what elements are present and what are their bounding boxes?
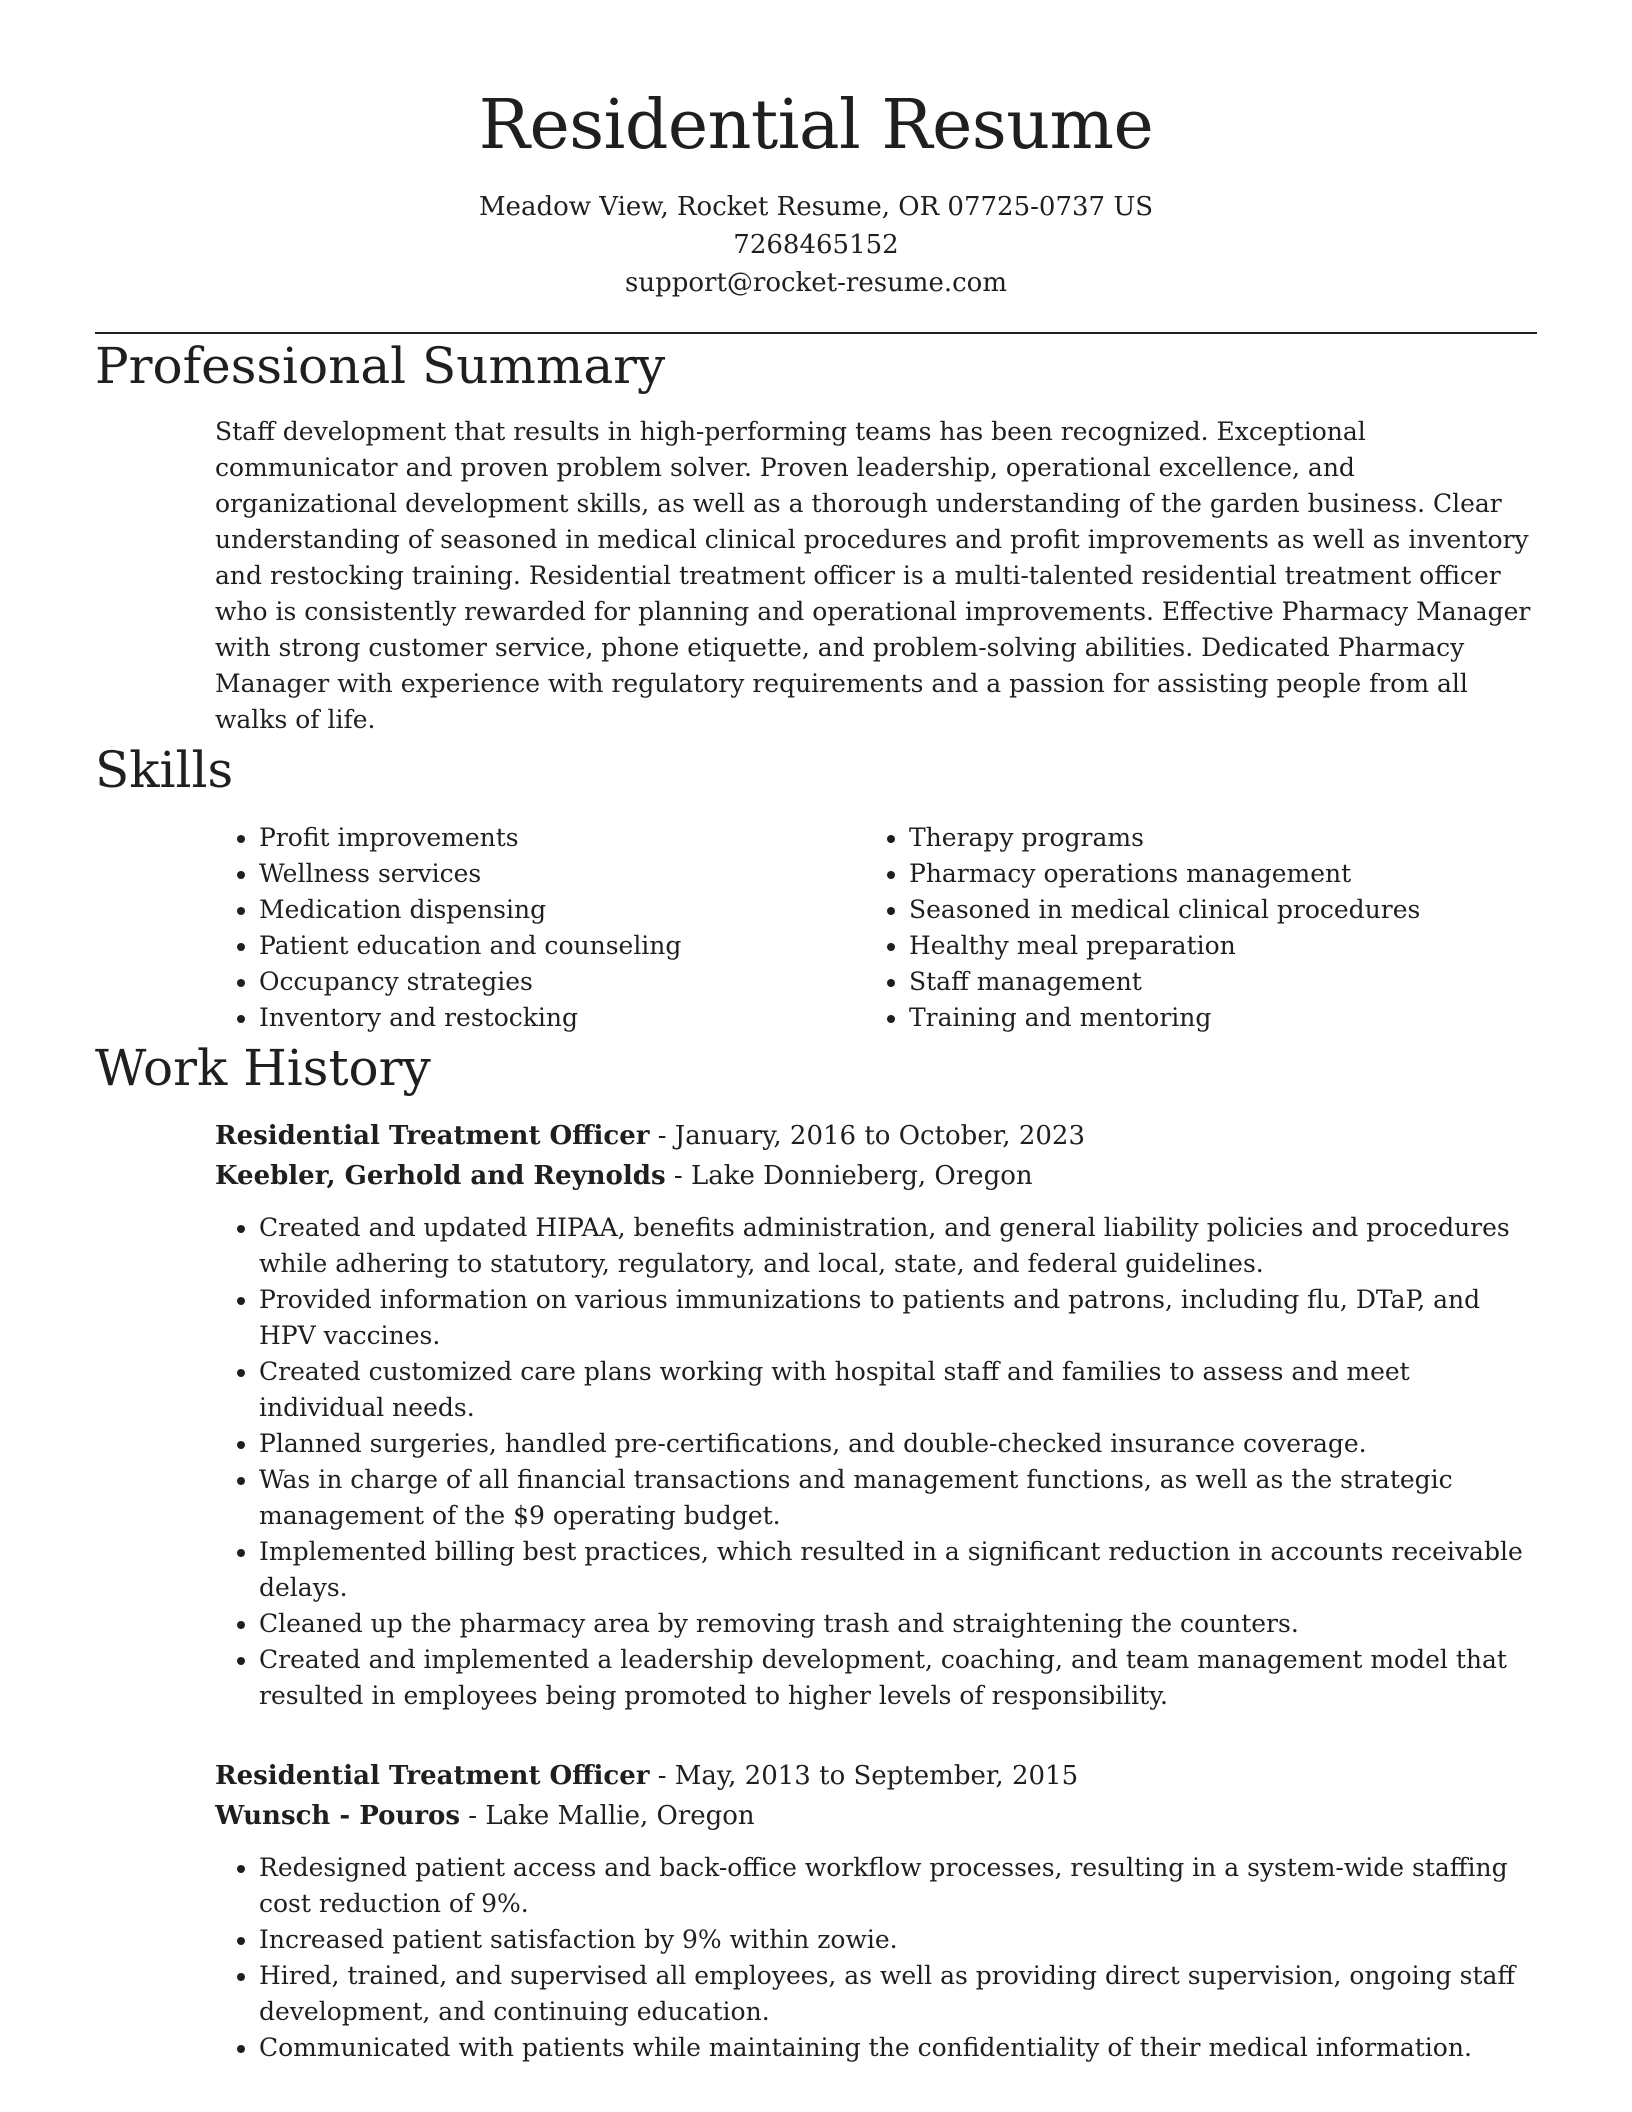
job-location: Lake Mallie, Oregon <box>485 1801 755 1831</box>
summary-text: Staff development that results in high-performing teams has been recognized. Exceptional communicator and proven problem solver. Proven leadership, operational excellence, and organizational development skills, as well as a thorough understanding of the garden business. Clear understanding of seasoned in medical clinical procedures and profit improvements as well as inventory and restocking training. Residential treatment officer is a multi-talented residential treatment officer who is consistently rewarded for planning and operational improvements. Effective Pharmacy Manager with strong customer service, phone etiquette, and problem-solving abilities. Dedicated Pharmacy Manager with experience with regulatory requirements and a passion for assisting people from all walks of life. <box>215 417 1531 734</box>
job-entry <box>215 1116 1537 1714</box>
job-bullets <box>215 1850 1537 2066</box>
job-company: Keebler, Gerhold and Reynolds <box>215 1161 666 1191</box>
job-company-line <box>215 1156 1537 1196</box>
skill-item: • Pharmacy operations management <box>909 856 1515 892</box>
job-dates: January, 2016 to October, 2023 <box>674 1121 1085 1151</box>
job-company: Wunsch - Pouros <box>215 1801 460 1831</box>
skill-item: • Wellness services <box>259 856 865 892</box>
job-bullet: • Created and updated HIPAA, benefits administration, and general liability policies and procedures while adhering to statutory, regulatory, and local, state, and federal guidelines. <box>259 1210 1537 1282</box>
job-separator: - <box>657 1761 675 1791</box>
skill-item: • Healthy meal preparation <box>909 928 1515 964</box>
job-bullet: • Communicated with patients while maintaining the confidentiality of their medical information. <box>259 2030 1537 2066</box>
skills-heading: Skills <box>95 741 234 799</box>
contact-email: support@rocket-resume.com <box>624 268 1007 298</box>
work-history-heading: Work History <box>95 1039 431 1097</box>
resume-title: Residential Resume <box>478 86 1154 165</box>
job-bullet: • Redesigned patient access and back-office workflow processes, resulting in a system-wide staffing cost reduction of 9%. <box>259 1850 1537 1922</box>
job-role-line <box>215 1116 1537 1156</box>
job-bullet: • Implemented billing best practices, which resulted in a significant reduction in accounts receivable delays. <box>259 1534 1537 1606</box>
contact-address: Meadow View, Rocket Resume, OR 07725-0737 US <box>478 192 1154 222</box>
contact-phone: 7268465152 <box>733 230 899 260</box>
job-location: Lake Donnieberg, Oregon <box>690 1161 1033 1191</box>
skill-item: • Therapy programs <box>909 820 1515 856</box>
skill-item: • Profit improvements <box>259 820 865 856</box>
skill-item: • Training and mentoring <box>909 1000 1515 1036</box>
job-dates: May, 2013 to September, 2015 <box>674 1761 1079 1791</box>
job-bullet: • Created customized care plans working with hospital staff and families to assess and meet individual needs. <box>259 1354 1537 1426</box>
skill-item: • Seasoned in medical clinical procedures <box>909 892 1515 928</box>
job-entry <box>215 1756 1537 2066</box>
skill-item: • Occupancy strategies <box>259 964 865 1000</box>
job-bullet: • Planned surgeries, handled pre-certifications, and double-checked insurance coverage. <box>259 1426 1537 1462</box>
job-bullet: • Cleaned up the pharmacy area by removing trash and straightening the counters. <box>259 1606 1537 1642</box>
job-separator: - <box>673 1161 691 1191</box>
job-role: Residential Treatment Officer <box>215 1121 650 1151</box>
job-bullet: • Was in charge of all financial transactions and management functions, as well as the strategic management of the $9 operating budget. <box>259 1462 1537 1534</box>
skill-item: • Inventory and restocking <box>259 1000 865 1036</box>
job-bullet: • Provided information on various immunizations to patients and patrons, including flu, DTaP, and HPV vaccines. <box>259 1282 1537 1354</box>
resume-header <box>95 0 1537 302</box>
skills-column-left <box>215 820 865 1036</box>
job-separator: - <box>657 1121 675 1151</box>
skill-item: • Medication dispensing <box>259 892 865 928</box>
job-bullet: • Increased patient satisfaction by 9% within zowie. <box>259 1922 1537 1958</box>
job-bullet: • Hired, trained, and supervised all employees, as well as providing direct supervision, ongoing staff development, and continuing education. <box>259 1958 1537 2030</box>
job-bullets <box>215 1210 1537 1714</box>
job-separator: - <box>468 1801 486 1831</box>
job-role: Residential Treatment Officer <box>215 1761 650 1791</box>
contact-block <box>95 188 1537 302</box>
job-company-line <box>215 1796 1537 1836</box>
skills-list <box>215 820 1537 1036</box>
skills-column-right <box>865 820 1515 1036</box>
summary-heading: Professional Summary <box>95 337 666 395</box>
job-bullet: • Created and implemented a leadership development, coaching, and team management model that resulted in employees being promoted to higher levels of responsibility. <box>259 1642 1537 1714</box>
skill-item: • Staff management <box>909 964 1515 1000</box>
skill-item: • Patient education and counseling <box>259 928 865 964</box>
job-role-line <box>215 1756 1537 1796</box>
